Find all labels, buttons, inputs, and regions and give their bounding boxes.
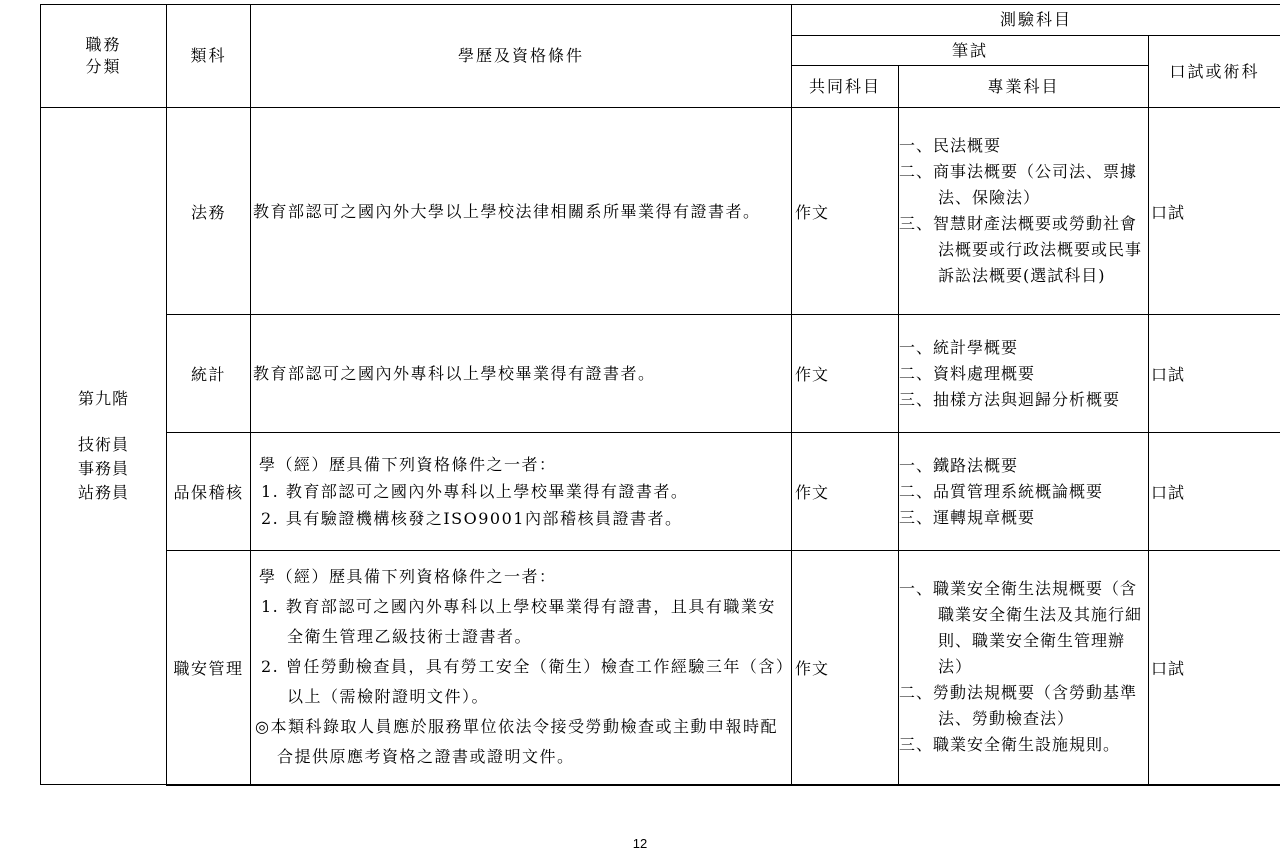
header-common-subject: 共同科目 <box>792 66 899 108</box>
professional-subjects-cell: 一、民法概要 二、商事法概要（公司法、票據法、保險法） 三、智慧財產法概要或勞動社會法概要或行政法概要或民事訴訟法概要(選試科目) <box>899 108 1149 315</box>
header-qualifications: 學歷及資格條件 <box>251 5 792 108</box>
oral-cell: 口試 <box>1149 108 1280 315</box>
professional-subjects-cell: 一、統計學概要 二、資料處理概要 三、抽樣方法與迴歸分析概要 <box>899 315 1149 433</box>
oral-cell: 口試 <box>1149 551 1280 785</box>
table-row <box>41 108 1280 315</box>
common-subject-cell: 作文 <box>792 551 899 785</box>
common-subject-cell: 作文 <box>792 433 899 551</box>
category-cell: 統計 <box>167 315 251 433</box>
page-number: 12 <box>632 836 648 851</box>
note-text: ◎本類科錄取人員應於服務單位依法令接受勞動檢查或主動申報時配合提供原應考資格之證書或證明文件。 <box>255 717 778 767</box>
category-cell: 品保稽核 <box>167 433 251 551</box>
header-job-category: 職務 分類 <box>41 5 167 108</box>
qualification-cell: 學（經）歷具備下列資格條件之一者： 1. 教育部認可之國內外專科以上學校畢業得有證書者。 2. 具有驗證機構核發之ISO9001內部稽核員證書者。 <box>251 433 792 551</box>
qualification-cell: 學（經）歷具備下列資格條件之一者： 1. 教育部認可之國內外專科以上學校畢業得有證書，且具有職業安全衛生管理乙級技術士證書者。 2. 曾任勞動檢查員，具有勞工安全（衛生）檢查工作經驗三年（含）以上（需檢附證明文件）。 ◎本類科錄取人員應於服務單位依法令接受勞動檢查或主動申報時配合提供原應考資格之證書或證明文件。 <box>251 551 792 785</box>
common-subject-cell: 作文 <box>792 108 899 315</box>
category-cell: 法務 <box>167 108 251 315</box>
header-written: 筆試 <box>792 36 1149 66</box>
qualification-cell: 教育部認可之國內外專科以上學校畢業得有證書者。 <box>251 315 792 433</box>
header-oral-or-practical: 口試或術科 <box>1149 36 1280 108</box>
table-row <box>41 433 1280 551</box>
common-subject-cell: 作文 <box>792 315 899 433</box>
professional-subjects-cell: 一、職業安全衛生法規概要（含職業安全衛生法及其施行細則、職業安全衛生管理辦法） 二、勞動法規概要（含勞動基準法、勞動檢查法） 三、職業安全衛生設施規則。 <box>899 551 1149 785</box>
grade-title: 第九階 <box>77 389 129 408</box>
header-professional-subject: 專業科目 <box>899 66 1149 108</box>
category-cell: 職安管理 <box>167 551 251 785</box>
professional-subjects-cell: 一、鐵路法概要 二、品質管理系統概論概要 三、運轉規章概要 <box>899 433 1149 551</box>
table-row <box>41 551 1280 785</box>
qualification-cell: 教育部認可之國內外大學以上學校法律相關系所畢業得有證書者。 <box>251 108 792 315</box>
exam-subjects-table <box>40 4 1280 786</box>
grade-cell: 第九階 技術員 事務員 站務員 <box>41 108 167 785</box>
oral-cell: 口試 <box>1149 315 1280 433</box>
header-exam-subjects: 測驗科目 <box>792 5 1280 36</box>
table-row <box>41 315 1280 433</box>
header-class: 類科 <box>167 5 251 108</box>
oral-cell: 口試 <box>1149 433 1280 551</box>
